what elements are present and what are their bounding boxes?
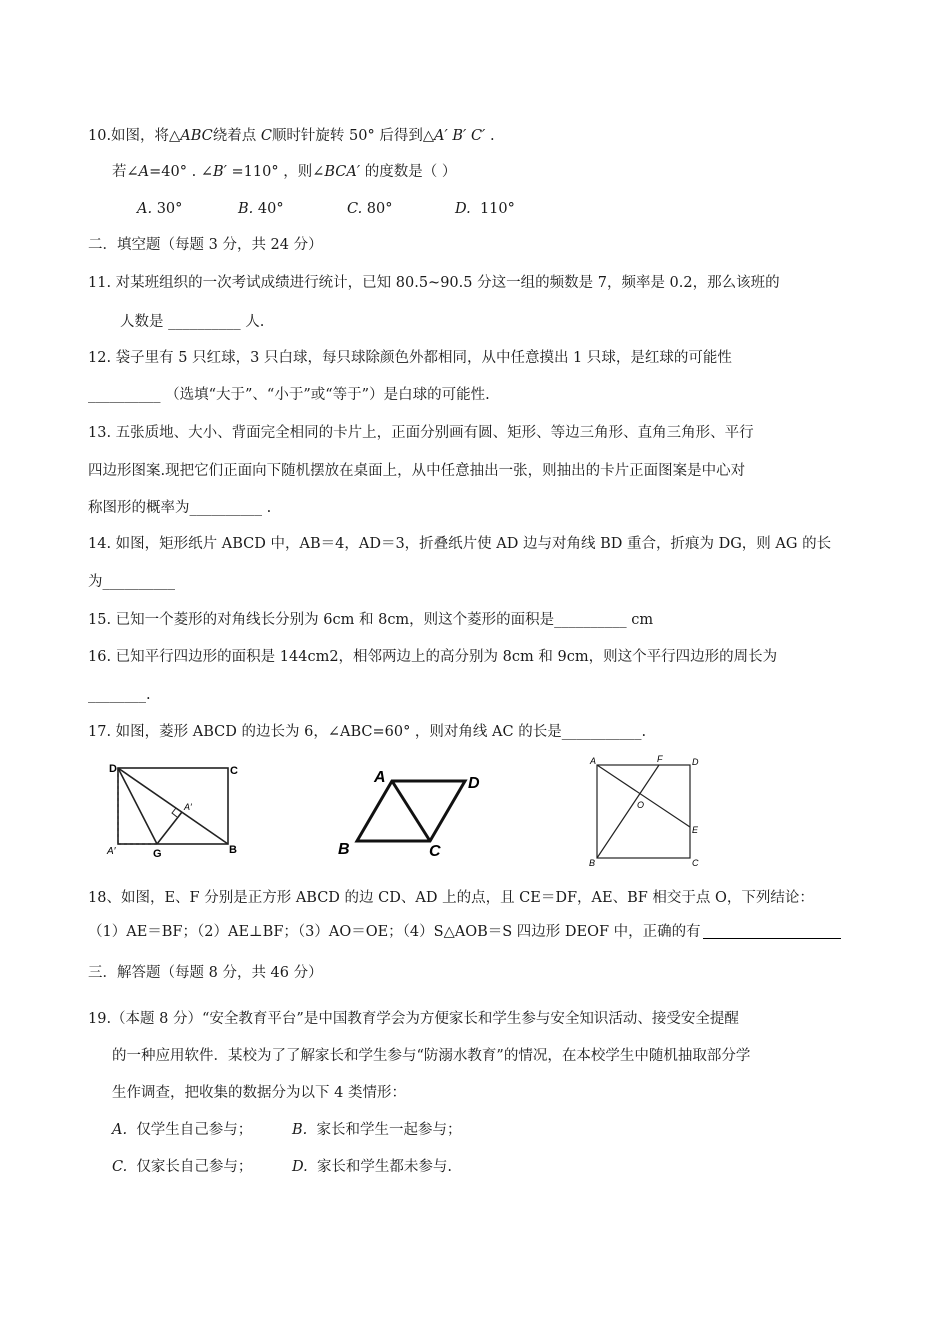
fig3-label-a: A — [590, 756, 597, 766]
q19-option-b: B. 家长和学生一起参与； — [292, 1122, 462, 1138]
fig3-label-e: E — [692, 825, 699, 835]
q13-line1: 13. 五张质地、大小、背面完全相同的卡片上，正面分别画有圆、矩形、等边三角形、直角三角形、平行 — [88, 425, 754, 441]
q11-line1: 11. 对某班组织的一次考试成绩进行统计，已知 80.5~90.5 分这一组的频数是 7，频率是 0.2，那么该班的 — [88, 275, 780, 291]
figure-square — [585, 752, 710, 870]
q10-line1: 10.如图，将△ABC绕着点 C顺时针旋转 50° 后得到△A′ B′ C′ . — [88, 128, 495, 144]
q12-line2: __________ （选填“大于”、“小于”或“等于”）是白球的可能性. — [88, 387, 490, 403]
fig1-label-a: A′ — [107, 846, 116, 857]
q19-line3: 生作调查，把收集的数据分为以下 4 类情形： — [112, 1085, 406, 1101]
q13-line2: 四边形图案.现把它们正面向下随机摆放在桌面上，从中任意抽出一张，则抽出的卡片正面图案是中心对 — [88, 463, 746, 479]
fig1-crease-dg — [118, 768, 157, 844]
q17-line1: 17. 如图，菱形 ABCD 的边长为 6，∠ABC=60° ，则对角线 AC 的长是___________. — [88, 724, 647, 740]
q18-line1: 18、如图，E、F 分别是正方形 ABCD 的边 CD、AD 上的点，且 CE＝DF，AE、BF 相交于点 O，下列结论： — [88, 890, 814, 906]
fig3-label-d: D — [692, 757, 699, 767]
figure-rhombus — [335, 765, 490, 860]
q10-option-a: A. 30° — [137, 201, 183, 217]
q18-line2: （1）AE＝BF；（2）AE⊥BF；（3）AO＝OE；（4）S△AOB＝S 四边形 DEOF 中，正确的有 — [88, 922, 841, 942]
fig2-label-b: B — [338, 841, 350, 858]
q12-line1: 12. 袋子里有 5 只红球，3 只白球，每只球除颜色外都相同，从中任意摸出 1 只球，是红球的可能性 — [88, 350, 732, 366]
q13-line3: 称图形的概率为__________ . — [88, 500, 272, 516]
section2-title: 二．填空题（每题 3 分，共 24 分） — [88, 237, 323, 253]
fig2-label-d: D — [468, 775, 480, 792]
q14-line2: 为__________ — [88, 574, 175, 590]
q19-option-d: D. 家长和学生都未参与. — [292, 1159, 453, 1175]
fig1-ga1 — [157, 812, 182, 844]
q19-line1: 19.（本题 8 分）“安全教育平台”是中国教育学会为方便家长和学生参与安全知识活动、接受安全提醒 — [88, 1011, 739, 1027]
q10-option-d: D. 110° — [455, 201, 515, 217]
fig1-diagonal-bd — [118, 768, 228, 844]
fig3-line-bf — [597, 765, 659, 858]
fig2-label-c: C — [429, 843, 441, 860]
fig1-label-d: D — [109, 763, 117, 775]
q10-option-c: C. 80° — [347, 201, 393, 217]
q19-option-c: C. 仅家长自己参与； — [112, 1159, 253, 1175]
fig3-label-c: C — [692, 858, 699, 868]
q19-option-a: A. 仅学生自己参与； — [112, 1122, 253, 1138]
q16-line2: ________. — [88, 687, 151, 703]
fig1-label-g: G — [153, 848, 162, 858]
q16-line1: 16. 已知平行四边形的面积是 144cm2，相邻两边上的高分别为 8cm 和 9cm，则这个平行四边形的周长为 — [88, 649, 778, 665]
fig1-label-c: C — [230, 765, 238, 777]
fig2-diagonal-ac — [392, 781, 430, 841]
fig2-label-a: A — [374, 769, 386, 786]
fig3-line-ae — [597, 765, 690, 827]
fig1-right-angle-mark — [172, 808, 177, 817]
fig3-label-o: O — [637, 800, 645, 810]
fig3-label-f: F — [657, 754, 663, 764]
figure-rectangle-fold — [105, 758, 245, 858]
q10-option-b: B. 40° — [238, 201, 284, 217]
q18-answer-blank — [703, 924, 841, 939]
fig3-label-b: B — [589, 858, 596, 868]
fig1-label-a1: A′ — [184, 802, 192, 812]
fig1-label-b: B — [229, 844, 237, 856]
q11-line2: 人数是 __________ 人. — [120, 314, 265, 330]
fig3-square-shape — [597, 765, 690, 858]
q10-line2: 若∠A=40° . ∠B′ =110° ，则∠BCA′ 的度数是（ ） — [112, 164, 457, 180]
section3-title: 三．解答题（每题 8 分，共 46 分） — [88, 965, 323, 981]
q14-line1: 14. 如图，矩形纸片 ABCD 中，AB＝4，AD＝3，折叠纸片使 AD 边与对角线 BD 重合，折痕为 DG，则 AG 的长 — [88, 536, 832, 552]
q19-line2: 的一种应用软件．某校为了了解家长和学生参与“防溺水教育”的情况，在本校学生中随机抽取部分学 — [112, 1048, 751, 1064]
q15-line1: 15. 已知一个菱形的对角线长分别为 6cm 和 8cm，则这个菱形的面积是__________ cm — [88, 612, 654, 628]
